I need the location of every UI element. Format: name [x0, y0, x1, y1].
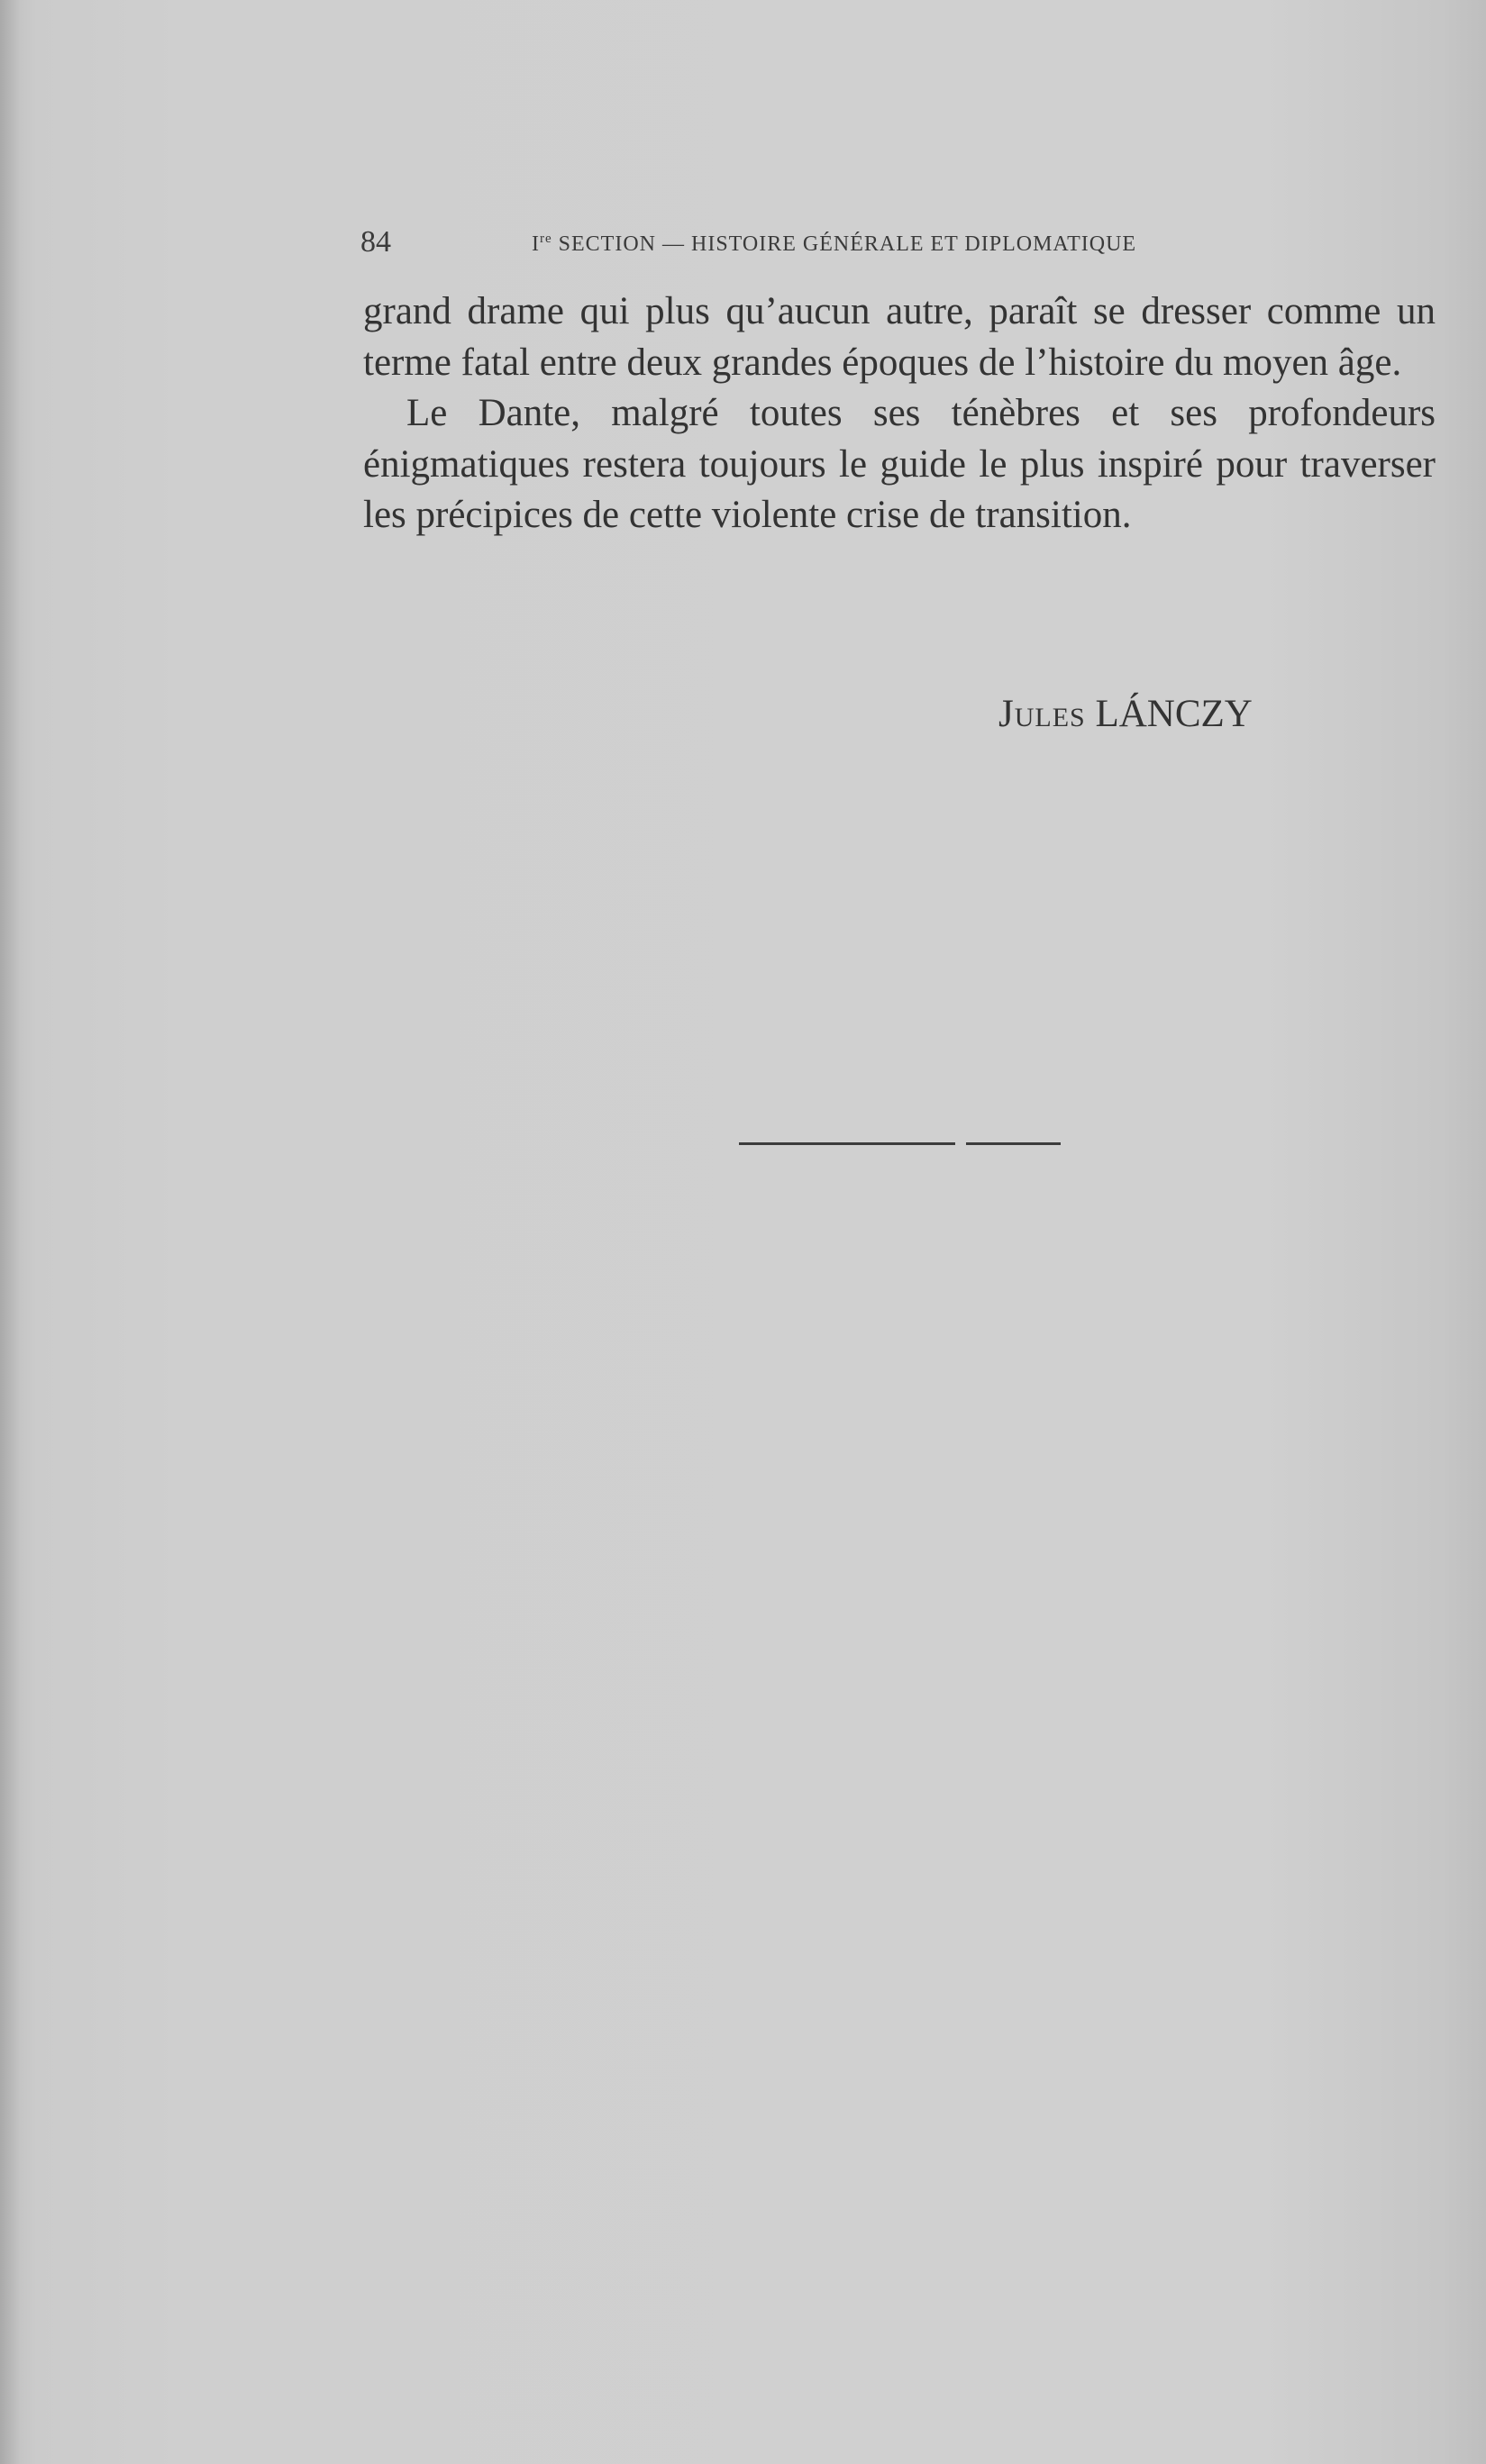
section-title — [532, 232, 1136, 257]
section-prefix: I — [532, 232, 540, 256]
paragraph-1: grand drame qui plus qu’aucun autre, paraît se dresser comme un terme fatal entre deux grandes époques de l’histoire du moyen âge. — [363, 290, 1436, 384]
running-head — [360, 225, 1280, 261]
end-rule-left — [739, 1142, 955, 1145]
author-first-name: Jules — [998, 693, 1086, 735]
page-number: 84 — [360, 225, 391, 259]
end-rule-right — [966, 1142, 1061, 1145]
body-text — [363, 286, 1436, 541]
author-signature — [998, 692, 1253, 736]
paragraph-2: Le Dante, malgré toutes ses ténèbres et ses profondeurs énigmatiques restera toujours le guide le plus inspiré pour traverser les précipices de cette violente crise de transition. — [363, 392, 1436, 536]
page-edge-shadow — [0, 0, 20, 2464]
section-title-text: SECTION — HISTOIRE GÉNÉRALE ET DIPLOMATIQUE — [552, 232, 1137, 256]
section-superscript: re — [540, 232, 552, 246]
author-last-name: LÁNCZY — [1095, 693, 1253, 735]
